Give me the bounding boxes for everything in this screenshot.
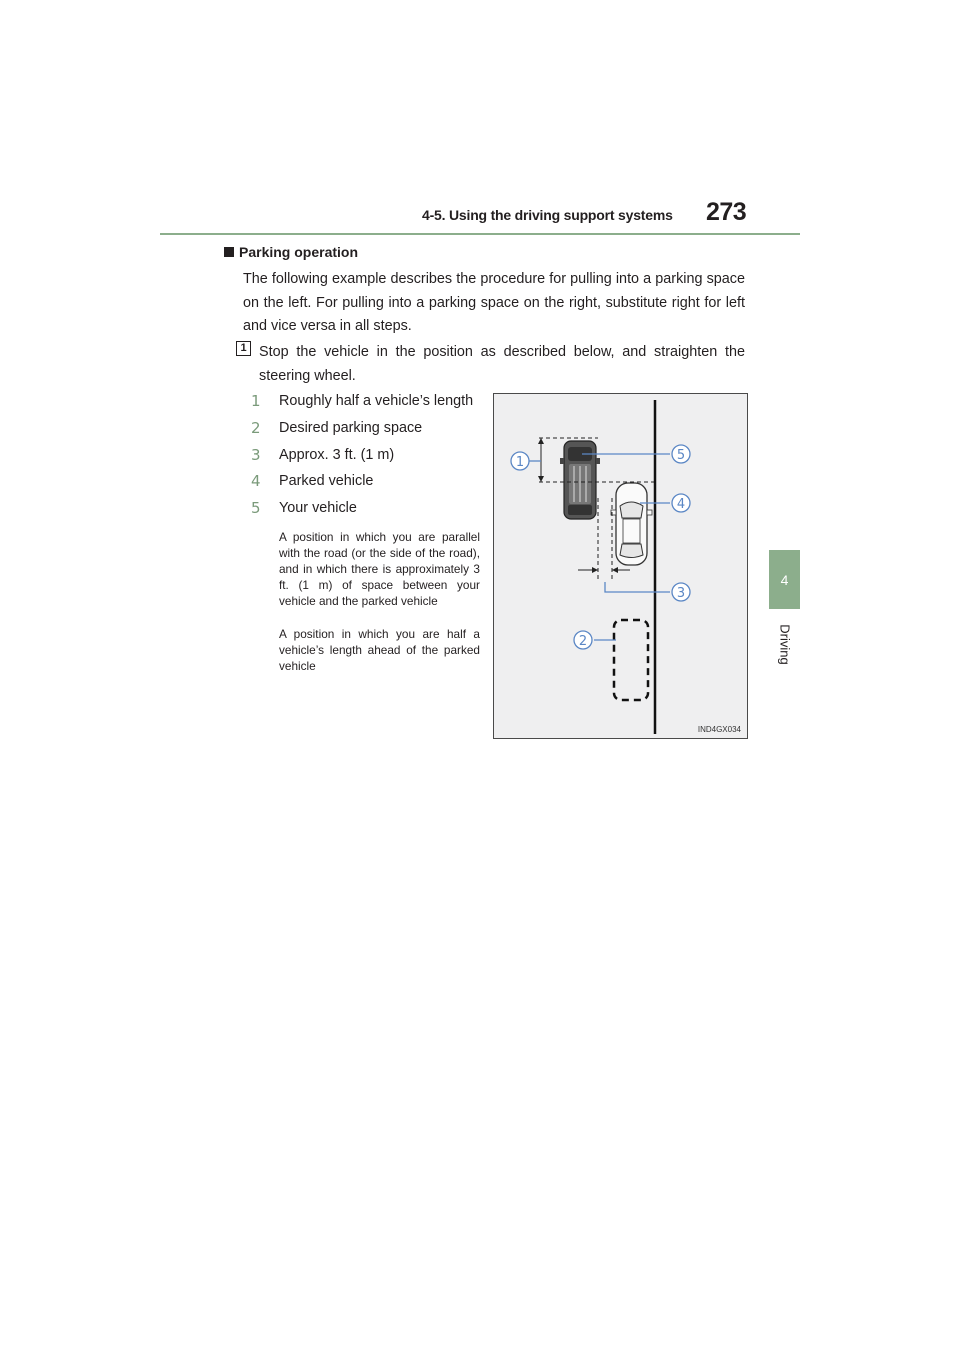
section-heading-text: Parking operation (239, 244, 359, 260)
your-vehicle-icon (560, 441, 600, 519)
callout-label: Parked vehicle (279, 473, 374, 490)
figure-marker-2 (574, 631, 592, 649)
chapter-label (770, 614, 800, 674)
note-parallel-position: A position in which you are parallel with the road (or the side of the road), and in which there is approximately 3 ft. (1 m) of space between your vehicle and the parked vehicle (279, 530, 480, 608)
svg-text:2: 2 (578, 634, 588, 649)
chapter-number: 4 (780, 571, 789, 588)
callout-label: Approx. 3 ft. (1 m) (279, 446, 395, 463)
square-bullet-icon (224, 247, 234, 257)
callout-number: 4 (251, 472, 261, 491)
chapter-tab[interactable] (769, 550, 800, 609)
callout-item (251, 495, 473, 522)
chapter-label-text: Driving (777, 623, 793, 665)
header-rule (160, 233, 800, 235)
callout-number: 1 (251, 392, 261, 411)
figure-marker-4 (672, 494, 690, 512)
callout-label: Roughly half a vehicle’s length (279, 393, 474, 410)
note-half-length-position: A position in which you are half a vehicle’s length ahead of the parked vehicle (279, 627, 480, 673)
callout-number: 3 (251, 445, 261, 464)
callout-label: Your vehicle (279, 500, 357, 517)
parked-vehicle-icon (611, 483, 652, 565)
callout-item (251, 415, 473, 442)
intro-paragraph: The following example describes the procedure for pulling into a parking space on the left. For pulling into a parking space on the right, substitute right for left and vice versa in all steps. (243, 271, 745, 334)
callout-item (251, 468, 473, 495)
section-heading (224, 244, 358, 260)
callout-number: 2 (251, 419, 261, 438)
parking-diagram-svg (494, 394, 749, 740)
callout-number: 5 (251, 499, 261, 518)
callout-list (251, 388, 473, 521)
step-number-badge: 1 (236, 341, 251, 356)
step-instruction: Stop the vehicle in the position as described below, and straighten the steering wheel. (259, 344, 745, 384)
figure-marker-3 (672, 583, 690, 601)
page-number: 273 (706, 198, 747, 226)
callout-label: Desired parking space (279, 420, 423, 437)
svg-text:5: 5 (676, 448, 686, 463)
figure-marker-5 (672, 445, 690, 463)
figure-id: IND4GX034 (697, 725, 741, 734)
svg-text:1: 1 (515, 455, 525, 470)
parking-diagram (493, 393, 748, 739)
figure-marker-1 (511, 452, 529, 470)
callout-item (251, 441, 473, 468)
callout-item (251, 388, 473, 415)
svg-text:4: 4 (676, 497, 686, 512)
svg-text:3: 3 (676, 586, 686, 601)
section-title: 4-5. Using the driving support systems (422, 207, 673, 223)
parking-space-outline (614, 620, 648, 700)
